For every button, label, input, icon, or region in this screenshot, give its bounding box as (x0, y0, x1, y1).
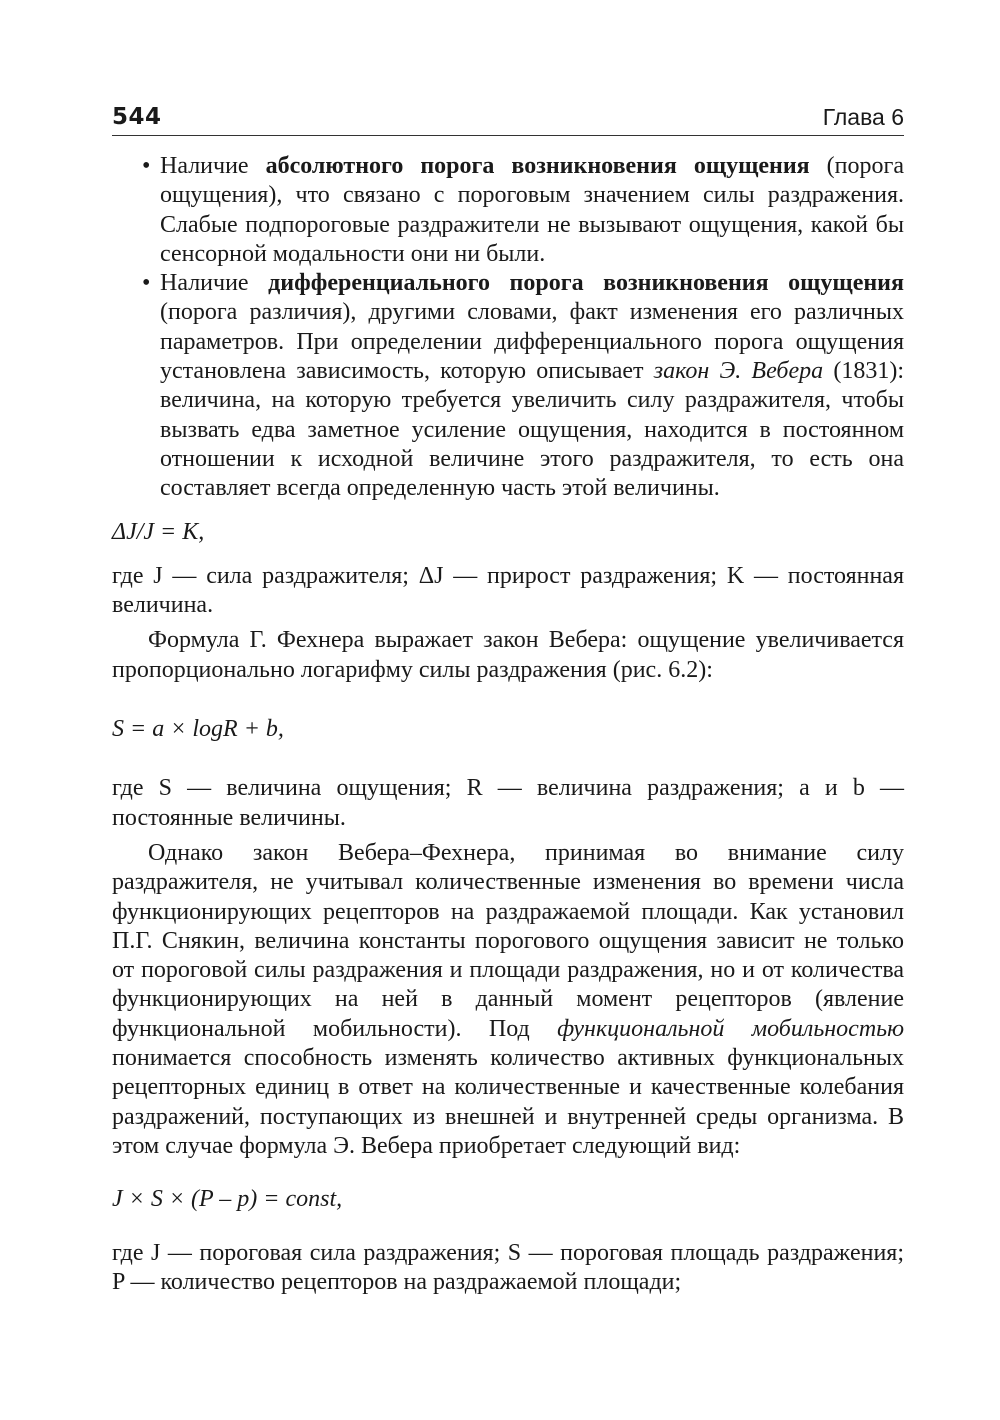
term-absolute-threshold: абсолютного порога возникновения ощущения (265, 153, 810, 179)
where-snyakin: где J — пороговая сила раздражения; S — пороговая площадь раздражения; P — количество рецепторов на раздражаемой площади; (112, 1239, 904, 1295)
term-weber-law: закон Э. Вебера (653, 358, 824, 385)
page-header (112, 104, 904, 138)
bullet-marker: • (142, 153, 151, 179)
page-number: 544 (112, 104, 162, 130)
header-rule (112, 135, 904, 136)
formula-fechner: S = a × logR + b, (112, 716, 284, 743)
paragraph-functional-mobility: Однако закон Вебера–Фехнера, принимая во внимание силу раздражителя, не учитывал количественные изменения во времени числа функционирующих рецепторов на раздражаемой площади. Как установил П.Г. Снякин, величина константы порогового ощущения зависит не только от пороговой силы раздражения и площади раздражения, но и от количества функционирующих на ней в данный момент рецепторов (явление функциональной мобильности). Под функциональной мобильностью понимается способность изменять количество активных функциональных рецепторных единиц в ответ на количественные и качественные колебания раздражений, поступающих из внешней и внутренней среды организма. В этом случае формула Э. Вебера приобретает следующий вид: (112, 839, 904, 1159)
term-differential-threshold: дифференциального порога возникновения ощущения (268, 270, 904, 297)
term-functional-mobility: функциональной мобильностью (557, 1015, 904, 1042)
bullet-absolute-threshold: • Наличие абсолютного порога возникновения ощущения (порога ощущения), что связано с пороговым значением силы раздражения. Слабые подпороговые раздражители не вызывают ощущения, какой бы сенсорной модальности они ни были. (142, 153, 904, 267)
bullet-marker: • (142, 270, 151, 297)
where-fechner: где S — величина ощущения; R — величина раздражения; a и b — постоянные величины. (112, 775, 904, 831)
body-text (112, 152, 904, 1297)
where-weber: где J — сила раздражителя; ΔJ — прирост раздражения; K — постоянная величина. (112, 562, 904, 619)
formula-weber: ΔJ/J = K, (112, 518, 205, 545)
formula-snyakin: J × S × (P – p) = const, (112, 1186, 343, 1213)
bullet-differential-threshold: • Наличие дифференциального порога возникновения ощущения (порога различия), другими словами, факт изменения его различных параметров. При определении дифференциального порога ощущения установлена зависимость, которую описывает закон Э. Вебера (1831): величина, на которую требуется увеличить силу раздражителя, чтобы вызвать едва заметное усиление ощущения, находится в постоянном отношении к исходной величине этого раздражителя, то есть она составляет всегда определенную часть этой величины. (142, 270, 905, 502)
chapter-title: Глава 6 (822, 104, 904, 130)
paragraph-fechner: Формула Г. Фехнера выражает закон Вебера: ощущение увеличивается пропорционально логарифму силы раздражения (рис. 6.2): (112, 627, 904, 683)
